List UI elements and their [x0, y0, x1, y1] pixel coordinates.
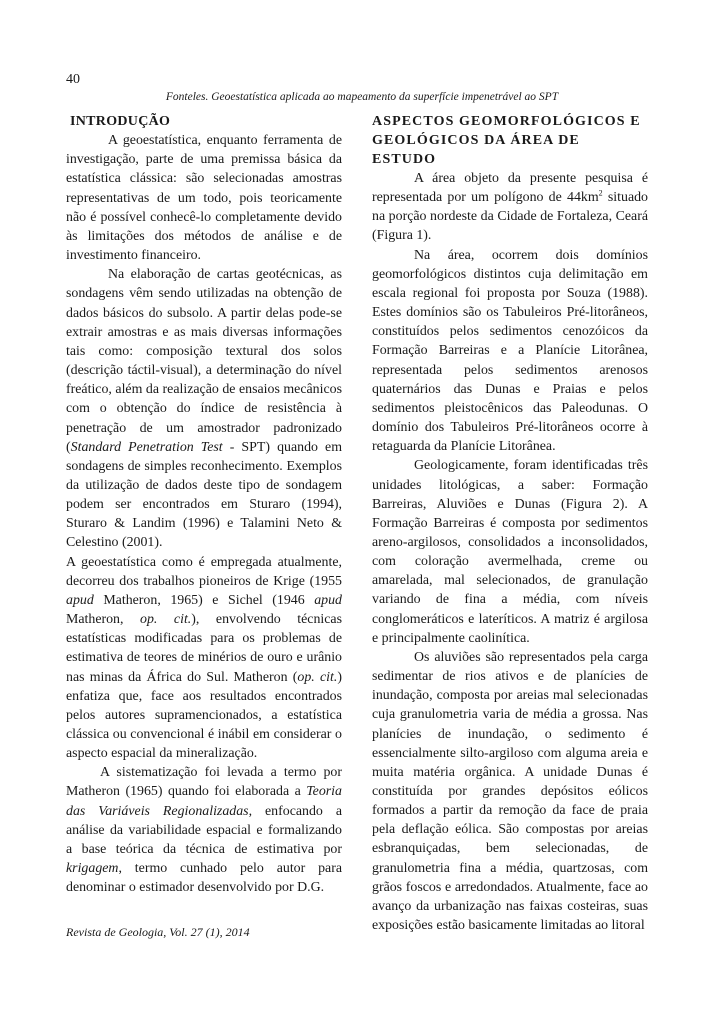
paragraph [66, 265, 342, 552]
text-run: Matheron, [66, 612, 141, 628]
italic-term: op. cit. [297, 669, 338, 685]
italic-term: apud [66, 592, 94, 608]
text-run: - SPT) quando em sondagens de simples reconhecimento. Exemplos da utilização de dados deste tipo de sondagem podem ser encontrados em Sturaro (1994), Sturaro & Landim (1996) e Talamini Neto & Celestino (2001). [66, 439, 342, 551]
paragraph [66, 763, 342, 897]
text-run: A área objeto da presente pesquisa é representada por um polígono de 44km [372, 171, 648, 206]
text-run: Na elaboração de cartas geotécnicas, as sondagens vêm sendo utilizadas na obtenção de dados básicos do subsolo. A partir delas pode-se extrair amostras e as mais diversas informações tais como: composição textural dos solos (descrição táctil-visual), a determinação do nível freático, além da realização de ensaios mecânicos com o obtenção do índice de resistência à penetração de um amostrador padronizado ( [66, 267, 342, 455]
section-heading-aspectos: ASPECTOS GEOMORFOLÓGICOS E GEOLÓGICOS DA ÁREA DE ESTUDO [372, 114, 641, 167]
text-run: Matheron, 1965) e Sichel (1946 [93, 592, 315, 608]
text-run: , termo cunhado pelo autor para denominar o estimador desenvolvido por D.G. [66, 861, 342, 896]
superscript: 2 [598, 188, 603, 198]
paragraph: Geologicamente, foram identificadas três unidades litológicas, a saber: Formação Barreiras, Aluviões e Dunas (Figura 2). A Formação Barreiras é composta por sedimentos areno-argilosos, consolidados a inconsolidados, com coloração avermelhada, creme ou amarelada, mal selecionados, de granulação variando de fina a média, com níveis conglomeráticos e lateríticos. A matriz é argilosa e principalmente caolinítica. [372, 458, 648, 646]
text-run: A sistematização foi levada a termo por Matheron (1965) quando foi elaborada a [66, 765, 342, 800]
paragraph [372, 169, 648, 246]
text-run: situado na porção nordeste da Cidade de Fortaleza, Ceará (Figura 1). [372, 190, 648, 244]
italic-term: Teoria das Variáveis Regionalizadas [66, 784, 342, 819]
text-run: A geoestatística como é empregada atualmente, decorreu dos trabalhos pioneiros de Krige (1955 [66, 554, 342, 589]
paragraph: Os aluviões são representados pela carga sedimentar de rios ativos e de planícies de inundação, composta por areias mal selecionadas cuja granulometria varia de média a grossa. Nas planícies de inundação, o sedimento é essencialmente silto-argiloso com alguma areia e muita matéria orgânica. A unidade Dunas é constituída por grandes depósitos eólicos formados a partir da remoção da face de praia pela deflação eólica. São compostas por areias esbranquiçadas, bem selecionadas, de granulometria fina a média, quartzosas, com grãos foscos e arredondados. Atualmente, face ao avanço da urbanização nas faixas costeiras, suas exposições estão basicamente limitadas ao litoral [372, 649, 648, 934]
left-column [66, 112, 342, 897]
text-run: ) enfatiza que, face aos resultados encontrados pelos autores supramencionados, a estatística clássica ou convencional é inábil em considerar o aspecto espacial da mineralização. [66, 669, 342, 762]
text-run: ), envolvendo técnicas estatísticas modificadas para os problemas de estimativa de teores de minérios de ouro e urânio nas minas da África do Sul. Matheron ( [66, 612, 342, 685]
section-heading-introducao: INTRODUÇÃO [70, 114, 171, 129]
paragraph [66, 553, 342, 764]
italic-term: Standard Penetration Test [70, 439, 223, 455]
right-column [372, 112, 648, 935]
italic-term: op. cit. [140, 612, 192, 628]
paragraph: Na área, ocorrem dois domínios geomorfológicos distintos cuja delimitação em escala regional foi proposta por Souza (1988). Estes domínios são os Tabuleiros Pré-litorâneos, constituídos pelos sedimentos cenozóicos da Formação Barreiras e a Planície Litorânea, representada pelos sedimentos arenosos quaternários das Dunas e Praias e pelos sedimentos pleistocênicos das Paleodunas. O domínio dos Tabuleiros Pré-litorâneos ocorre à retaguarda da Planície Litorânea. [372, 247, 648, 455]
running-head: Fonteles. Geoestatística aplicada ao mapeamento da superfície impenetrável ao SPT [165, 91, 559, 103]
text-run: , enfocando a análise da variabilidade espacial e formalizando a base teórica da técnica de estimativa por [66, 803, 342, 857]
paragraph: A geoestatística, enquanto ferramenta de investigação, parte de uma premissa básica da estatística clássica: são selecionadas amostras representativas de um todo, pois teoricamente não é possível conhecê-lo completamente devido às limitações dos métodos de análise e de investimento financeiro. [66, 133, 342, 264]
page-number: 40 [66, 72, 80, 87]
italic-term: krigagem [66, 861, 119, 877]
italic-term: apud [314, 592, 342, 608]
journal-footer: Revista de Geologia, Vol. 27 (1), 2014 [66, 925, 250, 939]
